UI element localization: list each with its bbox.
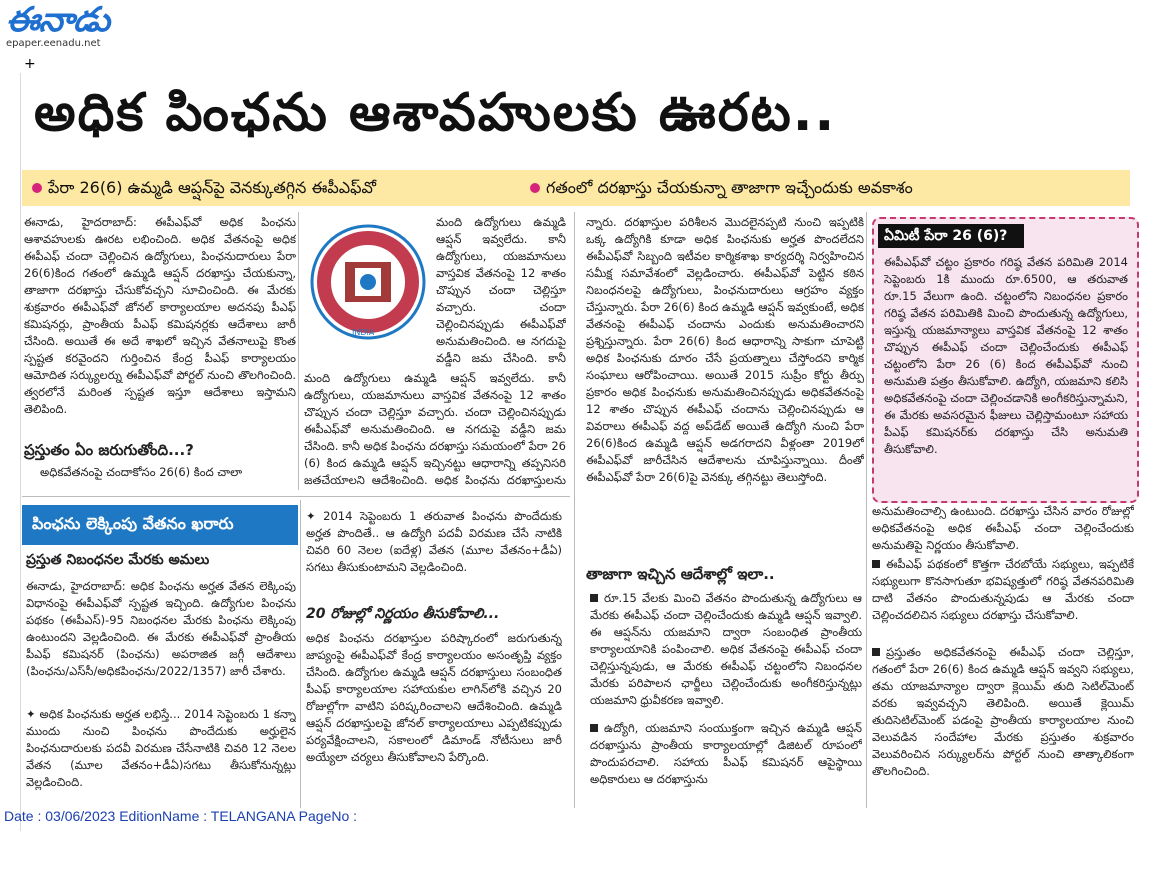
- col2-para-bottom: మంది ఉద్యోగులు ఉమ్మడి ఆప్షన్ ఇవ్వలేదు. కానీ ఉద్యోగులు, యజమానులు వాస్తవిక వేతనంపై 12 శాతం చొప్పున చందా చెల్లిస్తూ వచ్చారు. చందా చెల్లించినప్పుడు ఈపీఎఫ్‌వో అనుమతించింది. ఆ నగదుపై వడ్డీని జమ చేసింది. కానీ అధిక పింఛను దరఖాస్తు సమయంలో పేరా 26 (6) కింద ఉమ్మడి ఆప్షన్ ఇచ్చినట్టు ఆధారాన్ని తప్పనిసరి జతచేయాలని ఆదేశించింది. అధిక పింఛను దరఖాస్తులను: [304, 371, 566, 487]
- square-bullet-icon: [590, 724, 598, 732]
- emblem-india-text: INDIA: [352, 328, 375, 337]
- bullet-dot-icon: [530, 183, 540, 193]
- zoom-plus-icon[interactable]: +: [24, 56, 36, 72]
- col3-subhead: తాజాగా ఇచ్చిన ఆదేశాల్లో ఇలా..: [586, 565, 775, 583]
- pension-para1: ఈనాడు, హైదరాబాద్: అధిక పింఛను అర్హత వేతన లెక్కింపు విధానంపై ఈపీఎఫ్‌వో స్పష్టత ఇచ్చింది. ఉద్యోగుల పింఛను పథకం (ఈపీఎస్)-95 నిబంధనల మేరకు పింఛను లెక్కింపు ఉంటుందని వెల్లడించింది. ఈ మేరకు ఈపీఎఫ్‌వో ప్రాంతీయ పీఎఫ్ కమిషనర్ (పింఛను) అపరాజిత జగ్గీ ఆదేశాలు (పింఛను/ఎస్‌సీ/అధికపింఛను/2022/1357) జారీ చేశారు.: [26, 579, 296, 678]
- column-divider: [300, 500, 301, 808]
- pension-box-title: పింఛను లెక్కింపు వేతనం ఖరారు: [22, 505, 298, 545]
- diamond-bullet-icon: ✦: [26, 707, 40, 721]
- col4-bullet1: ఈపీఎఫ్ పథకంలో కొత్తగా చేరబోయే సభ్యులు, ఇప్పటికే సభ్యులుగా కొనసాగుతూ భవిష్యత్తులో గరిష్ఠ వేతనపరిమితి దాటి వేతనం పొందుతున్నపుడు ఆ మేరకు చందా చెల్లించదలిచిన సభ్యులు దరఖాస్తు చేసుకోవాలి.: [872, 557, 1134, 622]
- edition-footer: Date : 03/06/2023 EditionName : TELANGANA PageNo :: [4, 808, 358, 824]
- column-divider: [574, 212, 575, 808]
- col3-bullet2: ఉద్యోగి, యజమాని సంయుక్తంగా ఇచ్చిన ఉమ్మడి ఆప్షన్ దరఖాస్తును ప్రాంతీయ కార్యాలయాల్లో డిజిటల్ రూపంలో పొందుపరచాలి. సహాయ పీఎఫ్ కమిషనర్ ఆపైస్థాయి అధికారులు ఆ దరఖాస్తును: [590, 721, 862, 786]
- epfo-emblem: [303, 222, 433, 342]
- pension-subhead: ప్రస్తుత నిబంధనల మేరకు అమలు: [26, 552, 210, 568]
- site-logo[interactable]: ఈనాడు: [6, 0, 110, 40]
- subheading-2: గతంలో దరఖాస్తు చేయకున్నా తాజాగా ఇచ్చేందుకు అవకాశం: [530, 178, 913, 201]
- col4-para1: అనుమతించాల్సి ఉంటుంది. దరఖాస్తు చేసిన వారం రోజుల్లో అధికవేతనంపై అధిక ఈపీఎఫ్ చందా చెల్లించేందుకు అనుమతిపై నిర్ణయం తీసుకోవాలి.: [872, 504, 1134, 552]
- sidebar-title: ఏమిటీ పేరా 26 (6)?: [878, 224, 1024, 248]
- pension-bullet2: ✦ 2014 సెప్టెంబరు 1 తరువాత పింఛను పొందేదుకు అర్హత పొందితే.. ఆ ఉద్యోగి పదవీ విరమణ చేసే నాటికి చివరి 60 నెలల (ఐదేళ్ల) వేతన (మూల వేతనం+డీఏ) సగటు తీసుకుంటామని వెల్లడించింది.: [306, 509, 562, 574]
- square-bullet-icon: [872, 648, 880, 656]
- col3-bullet1: రూ.15 వేలకు మించి వేతనం పొందుతున్న ఉద్యోగులు ఆ మేరకు ఈపీఎఫ్ చందా చెల్లించేందుకు ఉమ్మడి ఆప్షన్ ఇవ్వాలి. ఈ ఆప్షన్‌ను యజమాని ద్వారా సంబంధిత ప్రాంతీయ కార్యాలయానికి పంపించాలి. అధిక వేతనంపై ఈపీఎఫ్ చందా చెల్లిస్తున్నపుడు, ఆ మేరకు ఈపీఎఫ్ చట్టంలోని నిబంధనల మేరకు పరిపాలన ఛార్జీలు చెల్లించేందుకు అంగీకరిస్తున్నట్లు యజమాని ధ్రువీకరణ ఇవ్వాలి.: [590, 591, 862, 707]
- col1-para1: ఈనాడు, హైదరాబాద్: ఈపీఎఫ్‌వో అధిక పింఛను ఆశావహులకు ఊరట లభించింది. అధిక వేతనంపై అధిక ఈపీఎఫ్ చందా చెల్లించిన ఉద్యోగులు, పింఛనుదారులు పేరా 26(6)కింద గతంలో ఉమ్మడి ఆప్షన్ దరఖాస్తు చేయకున్నా, తాజాగా దరఖాస్తు చేసుకోవచ్చని సూచించింది. ఈ మేరకు శుక్రవారం ఈపీఎఫ్‌వో జోనల్ కార్యాలయాల అదనపు పీఎఫ్ కమిషనర్లు, ప్రాంతీయ పీఎఫ్ కమిషనర్లకు ఆదేశాలు జారీ చేసింది. అయితే ఈ అదే శాఖలో ఇచ్చిన వేతనాలుపై కొంత స్పష్టత కరవైందని గుర్తించిన కేంద్ర పీఎఫ్ కార్యాలయం ఆమోదిత సర్క్యులర్ను ఈపీఎఫ్‌వో పోర్టల్ నుంచి తొలగించింది. త్వరలోనే మరింత స్పష్టత ఇస్తూ ఆదేశాలు ఇస్తామని తెలిపింది.: [24, 215, 296, 416]
- sidebar-para: ఈపీఎఫ్‌వో చట్టం ప్రకారం గరిష్ఠ వేతన పరిమితి 2014 సెప్టెంబరు 1కి ముందు రూ.6500, ఆ తరువాత రూ.15 వేలుగా ఉంది. చట్టంలోని నిబంధనల ప్రకారం గరిష్ఠ వేతన పరిమితికి మించి పొందుతున్న ఉద్యోగులు, ఇస్తున్న యజమాన్యాలు వాస్తవిక వేతనంపై 12 శాతం చొప్పున ఈపీఎఫ్ చందా చెల్లించేందుకు ఈపీఎఫ్ చట్టంలోని పేరా 26 (6) కింద ఈపీఎఫ్‌వో నుంచి అనుమతి పత్రం తీసుకోవాలి. ఉద్యోగి, యజమాని కలిసి అధికవేతనంపై చందా చెల్లించడానికి అంగీకరిస్తున్నామని, ఈ మేరకు అవసరమైన ఫీజులు చెల్లిస్తామంటూ సహాయ పీఎఫ్ కమిషనర్‌కు దరఖాస్తు చేసి అనుమతి తీసుకోవాలి.: [884, 255, 1128, 456]
- bullet-dot-icon: [32, 183, 42, 193]
- col1-subhead: ప్రస్తుతం ఏం జరుగుతోంది...?: [24, 441, 194, 459]
- col3-para1: న్నారు. దరఖాస్తుల పరిశీలన మొదలైనప్పటి నుంచి ఇప్పటికి ఒక్క ఉద్యోగికి కూడా అధిక పింఛనుకు అర్హత పొందలేదని ఈపీఎఫ్‌వో సిబ్బంది ఇటీవల కార్మికశాఖ కార్యదర్శి నిర్వహించిన సమీక్ష సమావేశంలో వెల్లడించారు. ఈపీఎఫ్‌వో పెట్టిన కఠిన నిబంధనలపై ఉద్యోగులు, పింఛనుదారులు ఆగ్రహం వ్యక్తం చేస్తున్నారు. పేరా 26(6) కింద ఉమ్మడి ఆప్షన్ ఇవ్వకుంటే, అధిక వేతనంపై ఈపీఎఫ్ చందాను ఎందుకు అనుమతించారని ప్రశ్నిస్తున్నారు. పేరా 26(6) కింద ఆధారాన్ని సాకుగా చూపెట్టి అధిక పింఛనుకు దూరం చేసే ప్రయత్నాలు చేస్తోందని కార్మిక సంఘాలు ఆరోపించాయి. అయితే 2015 సుప్రీం కోర్టు తీర్పు ప్రకారం అధిక పింఛనుకు అనుమతించినప్పుడు అధికవేతనంపై 12 శాతం చొప్పున ఈపీఎఫ్ చందాను చెల్లించినప్పుడు ఆ వివరాలు ఈపీఎఫ్ వద్ద అప్‌డేట్ అయితే ఉద్యోగి నుంచి పేరా 26(6)కింద ఉమ్మడి ఆప్షన్ అడగరాదని వీళ్లంతా 2019లో ఈపీఎఫ్‌వో జారీచేసిన ఆదేశాలను చూపిస్తున్నాయి. దీంతో ఈపీఎఫ్‌వో పేరా 26(6)పై వెనక్కు తగ్గినట్టు తెలుస్తోంది.: [586, 215, 864, 484]
- square-bullet-icon: [590, 594, 598, 602]
- subheading-1: పేరా 26(6) ఉమ్మడి ఆప్షన్‌పై వెనక్కుతగ్గిన ఈపీఎఫ్‌వో: [32, 178, 376, 201]
- square-bullet-icon: [872, 560, 880, 568]
- column-divider: [298, 212, 299, 490]
- section-divider: [22, 496, 570, 497]
- pension-bullet1: ✦ అధిక పింఛనుకు అర్హత లభిస్తే... 2014 సెప్టెంబరు 1 కన్నా ముందు నుంచి పింఛను పొందేదుకు అర్హులైన పింఛనుదారులకు పదవీ విరమణ చేసేనాటికి చివరి 12 నెలల వేతన (మూల వేతనం+డీఏ)సగటు తీసుకోనున్నట్లు వెల్లడించింది.: [26, 707, 296, 789]
- site-url: epaper.eenadu.net: [6, 38, 101, 49]
- pension-subhead2: 20 రోజుల్లో నిర్ణయం తీసుకోవాలి...: [306, 606, 500, 622]
- col2-para-right: మంది ఉద్యోగులు ఉమ్మడి ఆప్షన్ ఇవ్వలేదు. కానీ ఉద్యోగులు, యజమానులు వాస్తవిక వేతనంపై 12 శాతం చొప్పున చందా చెల్లిస్తూ వచ్చారు. చందా చెల్లించినప్పుడు ఈపీఎఫ్‌వో అనుమతించింది. ఆ నగదుపై వడ్డీని జమ చేసింది. కానీ: [436, 215, 566, 365]
- column-divider: [866, 212, 867, 808]
- pension-para2: అధిక పింఛను దరఖాస్తుల పరిష్కారంలో జరుగుతున్న జాప్యంపై ఈపీఎఫ్‌వో కేంద్ర కార్యాలయం అసంతృప్తి వ్యక్తం చేసింది. ఉద్యోగుల ఉమ్మడి ఆప్షన్ దరఖాస్తులు సంబంధిత పీఎఫ్ కార్యాలయాల సహాయకుల లాగిన్‌లోకి వచ్చిన 20 రోజుల్లోగా వాటిని పరిష్కరించాలని ఆదేశించింది. ఉమ్మడి ఆప్షన్ దరఖాస్తులపై జోనల్ కార్యాలయాలు ఎప్పటికప్పుడు పర్యవేక్షించాలని, సకాలంలో డిమాండ్ నోటీసులు జారీ అయ్యేలా చర్యలు తీసుకోవాలని పేర్కొంది.: [306, 631, 562, 764]
- page-headline: అధిక పింఛను ఆశావహులకు ఊరట..: [34, 83, 837, 143]
- diamond-bullet-icon: ✦: [306, 509, 324, 523]
- col1-para2: అధికవేతనంపై చందాకోసం 26(6) కింద చాలా: [40, 465, 243, 479]
- col4-bullet2: ప్రస్తుతం అధికవేతనంపై ఈపీఎఫ్ చందా చెల్లిస్తూ, గతంలో పేరా 26(6) కింద ఉమ్మడి ఆప్షన్ ఇవ్వని సభ్యులు, తమ యాజమాన్యాల ద్వారా క్లెయిమ్ తుది సెటిల్‌మెంట్ వరకు ఇవ్వవచ్చని తెలిపింది. అయితే క్లెయిమ్ తుదిసెటిల్‌మెంట్ పడంపై ప్రాంతీయ కార్యాలయాల నుంచి వెలువడిన సందేహాల మేరకు ప్రస్తుతం శుక్రవారం వెలువరించిన సర్క్యులర్‌ను పోర్టల్ నుంచి తాత్కాలికంగా తొలగించింది.: [872, 645, 1134, 778]
